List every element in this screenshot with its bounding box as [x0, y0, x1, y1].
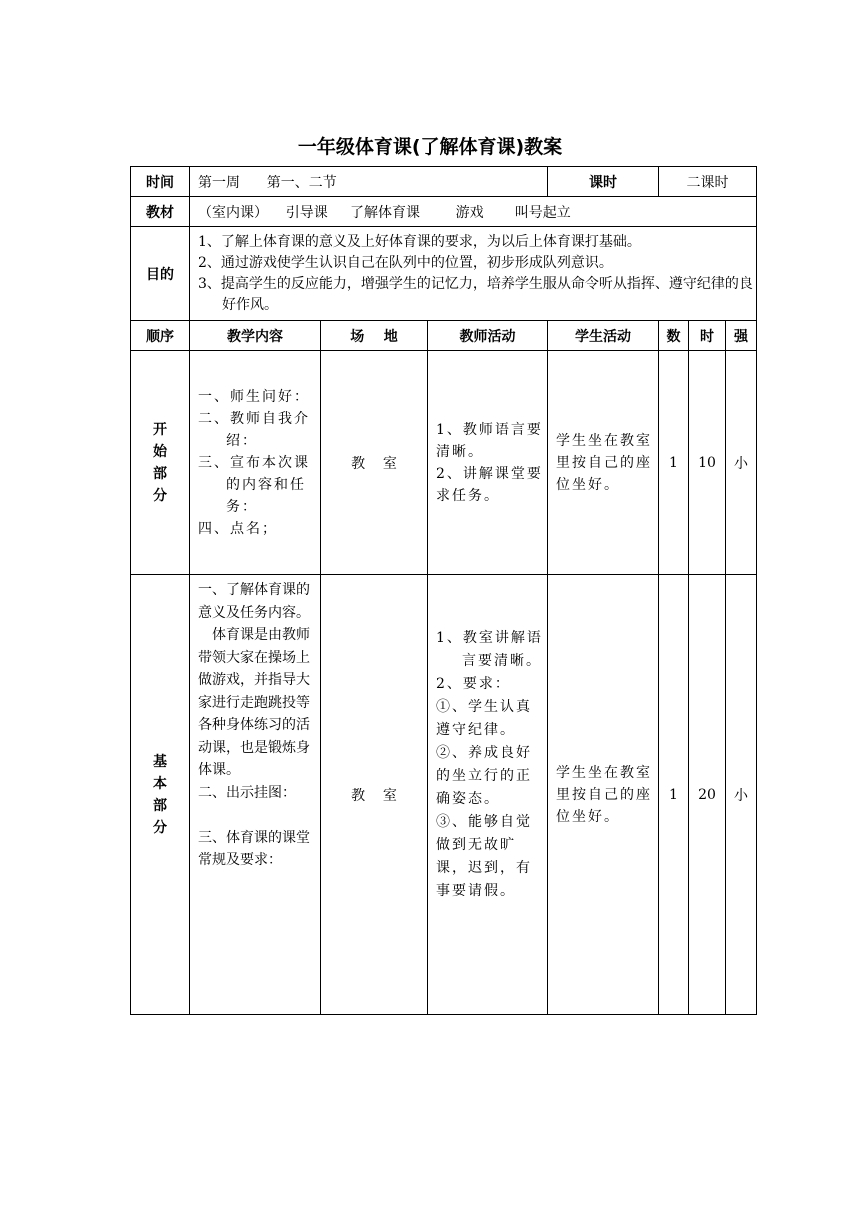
order-char: 分: [153, 487, 167, 504]
content-item: 体育课是由教师带领大家在操场上做游戏，并指导大家进行走跑跳投等各种身体练习的活动课，也是锻炼身体课。: [198, 627, 310, 778]
order-char: 部: [153, 797, 167, 814]
student-basic: 学生坐在教室里按自己的座位坐好。: [548, 575, 659, 1015]
period-label: 课时: [548, 167, 659, 197]
col-teacher: 教师活动: [428, 321, 548, 351]
content-item: 二、出示挂图：: [198, 784, 296, 801]
content-basic: [190, 575, 321, 1015]
content-item: [198, 804, 317, 827]
venue-start: 教 室: [321, 351, 428, 575]
order-char: 始: [153, 443, 167, 460]
order-start: [131, 351, 190, 575]
time-value: 第一周 第一、二节: [190, 167, 548, 197]
time-label: 时间: [131, 167, 190, 197]
lesson-plan-table: [130, 166, 757, 1015]
content-start: [190, 351, 321, 575]
venue-basic: 教 室: [321, 575, 428, 1015]
content-item: 四、点名；: [198, 520, 278, 537]
content-item: 一、了解体育课的意义及任务内容。: [198, 582, 310, 621]
teacher-item: 1、教师语言要清晰。: [436, 421, 543, 460]
order-char: 部: [153, 465, 167, 482]
material-row: [131, 197, 757, 227]
count-basic: 1: [659, 575, 689, 1015]
col-count: 数: [659, 321, 689, 351]
period-value: 二课时: [659, 167, 757, 197]
teacher-item: 2、讲解课堂要求任务。: [436, 465, 543, 504]
section-basic: [131, 575, 757, 1015]
section-start: [131, 351, 757, 575]
goal-row: [131, 227, 757, 321]
goal-item: 3、提高学生的反应能力，增强学生的记忆力，培养学生服从命令听从指挥、遵守纪律的良好作风。: [198, 275, 753, 313]
col-time: 时: [689, 321, 726, 351]
count-start: 1: [659, 351, 689, 575]
teacher-basic: [428, 575, 548, 1015]
column-header-row: [131, 321, 757, 351]
goal-label: 目的: [131, 227, 190, 321]
order-char: 基: [153, 753, 167, 770]
col-venue: 场 地: [321, 321, 428, 351]
time-basic: 20: [689, 575, 726, 1015]
content-item: 三、宣布本次课的内容和任务：: [198, 454, 310, 515]
order-basic: [131, 575, 190, 1015]
student-start: 学生坐在教室里按自己的座位坐好。: [548, 351, 659, 575]
teacher-item: ③、能够自觉做到无故旷课，迟到，有事要请假。: [436, 814, 532, 899]
material-value: （室内课） 引导课 了解体育课 游戏 叫号起立: [190, 197, 757, 227]
goal-list: [190, 227, 757, 321]
order-char: 本: [153, 775, 167, 792]
time-row: [131, 167, 757, 197]
order-char: 分: [153, 819, 167, 836]
content-item: 二、教师自我介绍：: [198, 410, 310, 449]
teacher-start: [428, 351, 548, 575]
time-start: 10: [689, 351, 726, 575]
teacher-item: ①、学生认真遵守纪律。: [436, 699, 532, 738]
intensity-start: 小: [726, 351, 757, 575]
col-content: 教学内容: [190, 321, 321, 351]
col-student: 学生活动: [548, 321, 659, 351]
col-order: 顺序: [131, 321, 190, 351]
content-item: 一、师生问好：: [198, 388, 310, 405]
content-item: 三、体育课的课堂常规及要求：: [198, 829, 310, 868]
teacher-item: 2、要求：: [436, 676, 511, 692]
teacher-item: 1、教室讲解语言要清晰。: [436, 630, 543, 669]
col-intensity: 强: [726, 321, 757, 351]
goal-item: 2、通过游戏使学生认识自己在队列中的位置，初步形成队列意识。: [198, 254, 613, 271]
goal-item: 1、了解上体育课的意义及上好体育课的要求，为以后上体育课打基础。: [198, 233, 641, 250]
order-char: 开: [153, 421, 167, 438]
document-title: 一年级体育课(了解体育课)教案: [297, 136, 563, 158]
intensity-basic: 小: [726, 575, 757, 1015]
teacher-item: ②、养成良好的坐立行的正确姿态。: [436, 745, 532, 807]
material-label: 教材: [131, 197, 190, 227]
